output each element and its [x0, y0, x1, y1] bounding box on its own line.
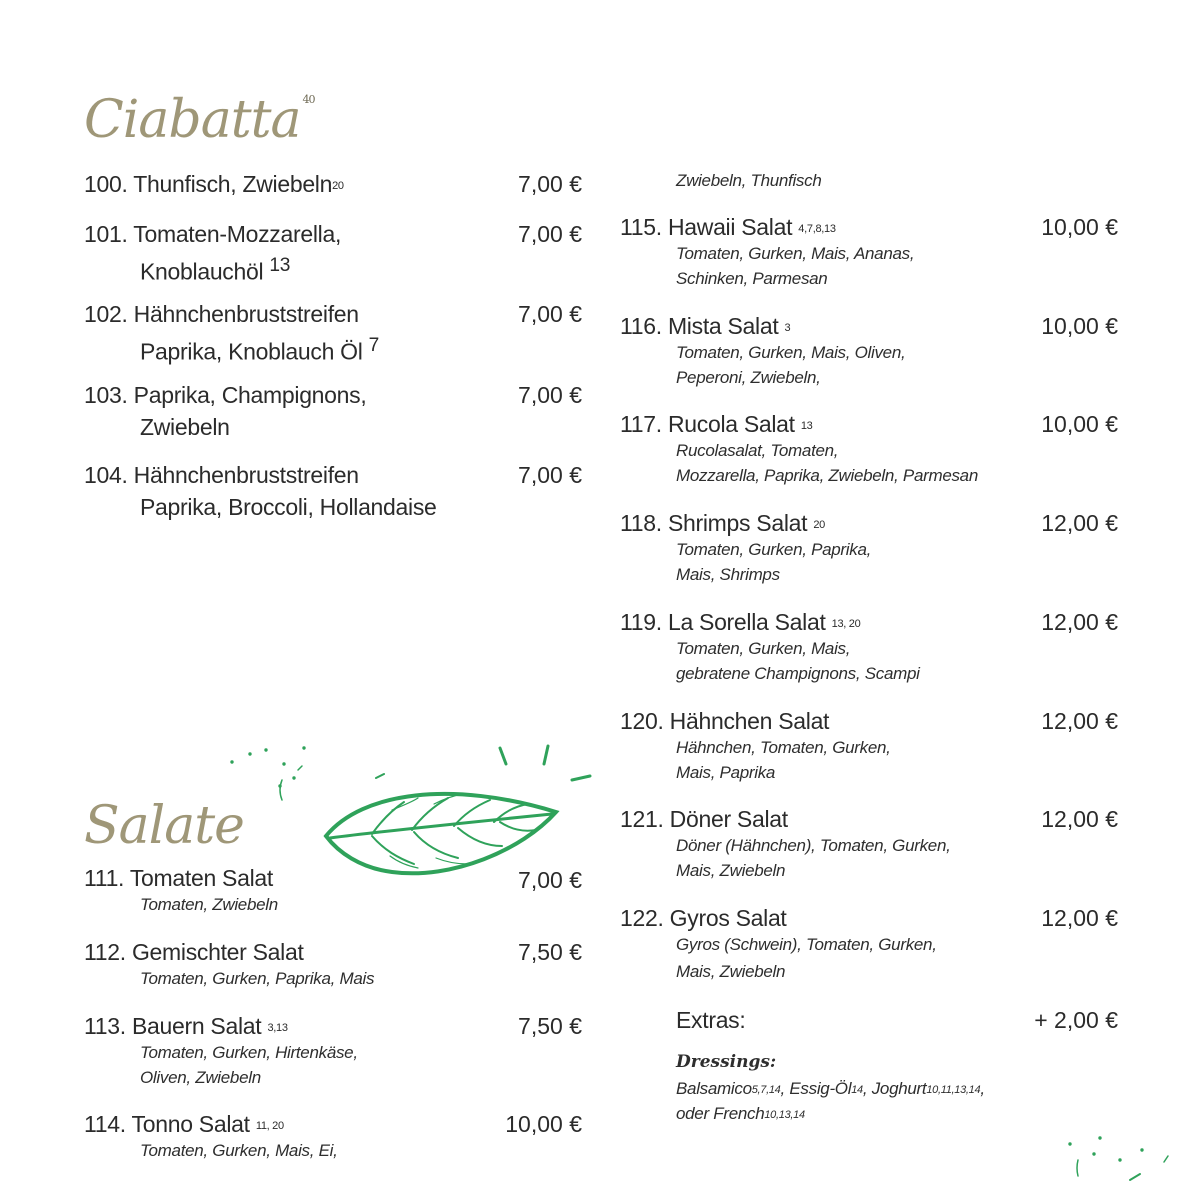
- menu-item-allergen: 13, 20: [831, 618, 861, 630]
- menu-item-number: 113.: [84, 1013, 126, 1039]
- menu-item-title: Döner Salat: [669, 806, 788, 832]
- menu-item-title: Paprika, Champignons,: [133, 382, 367, 408]
- extras-label: Extras:: [676, 1007, 746, 1033]
- menu-item-name: [620, 606, 860, 638]
- menu-item-allergen: 3: [784, 322, 791, 334]
- salate-title: Salate: [84, 796, 244, 856]
- ciabatta-allergen: 40: [302, 93, 315, 106]
- tonno-continuation: Zwiebeln, Thunfisch: [676, 171, 822, 190]
- menu-item-allergen: 11, 20: [255, 1120, 284, 1132]
- menu-item-allergen: 20: [332, 180, 344, 192]
- menu-item-name: [84, 936, 304, 968]
- menu-item-price: 12,00 €: [1041, 510, 1118, 536]
- menu-item-price: 10,00 €: [1041, 313, 1118, 339]
- menu-item-price: 12,00 €: [1041, 905, 1118, 931]
- menu-item-title: Hähnchenbruststreifen: [133, 301, 359, 327]
- menu-item-allergen: 4,7,8,13: [798, 223, 836, 235]
- menu-item-number: 101.: [84, 221, 128, 247]
- menu-item-description: Tomaten, Gurken, Mais,: [676, 639, 851, 658]
- dressings-line-2: [676, 1101, 805, 1126]
- menu-item-title-cont: Paprika, Broccoli, Hollandaise: [140, 494, 437, 520]
- menu-item-name-cont: [140, 491, 437, 523]
- menu-item-title: Shrimps Salat: [667, 510, 808, 536]
- menu-item-description-cont: Peperoni, Zwiebeln,: [676, 368, 821, 387]
- menu-item-name: [84, 1108, 284, 1140]
- menu-item-title: Hähnchen Salat: [669, 708, 830, 734]
- menu-item-number: 122.: [620, 905, 664, 931]
- ciabatta-heading: [84, 90, 315, 150]
- dressing-essig-oel: Essig-Öl: [789, 1079, 852, 1098]
- menu-item-price: 7,00 €: [518, 382, 582, 408]
- menu-item-title: Hawaii Salat: [667, 214, 793, 240]
- menu-item-name: [620, 507, 825, 539]
- extras-price: + 2,00 €: [1034, 1007, 1118, 1033]
- menu-item-number: 121.: [620, 806, 664, 832]
- menu-item-description-cont: Mais, Zwiebeln: [676, 962, 786, 981]
- menu-item-name: [620, 705, 829, 737]
- menu-item-name: [620, 803, 788, 835]
- menu-item-description-cont: Mais, Zwiebeln: [676, 861, 786, 880]
- menu-item-number: 103.: [84, 382, 128, 408]
- menu-item-description-cont: Mais, Paprika: [676, 763, 776, 782]
- dressing-french-allergen: 10,13,14: [764, 1109, 805, 1121]
- menu-item-description-cont: gebratene Champignons, Scampi: [676, 664, 920, 683]
- dressings-title: Dressings:: [676, 1052, 777, 1072]
- menu-item-description: Tomaten, Gurken, Mais, Ei,: [140, 1141, 338, 1160]
- menu-item-description: Tomaten, Gurken, Hirtenkäse,: [140, 1043, 358, 1062]
- menu-item-price: 7,00 €: [518, 171, 582, 197]
- menu-item-price: 7,50 €: [518, 1013, 582, 1039]
- menu-item-title: Bauern Salat: [131, 1013, 262, 1039]
- menu-item-number: 112.: [84, 939, 126, 965]
- menu-item-name-cont: [140, 250, 290, 288]
- menu-item-description: Döner (Hähnchen), Tomaten, Gurken,: [676, 836, 951, 855]
- menu-item-number: 114.: [84, 1111, 126, 1137]
- menu-item-title: Tomaten Salat: [129, 865, 273, 891]
- menu-item-name: [620, 408, 813, 440]
- menu-item-description: Tomaten, Zwiebeln: [140, 895, 278, 914]
- menu-item-description-cont: Schinken, Parmesan: [676, 269, 828, 288]
- dressings-line-1: Balsamico$^{5,7,14}$, Essig-$Öl^{14}$, Joghurt$^{10,11,13,14}$,: [676, 1079, 985, 1098]
- menu-item-name: [84, 459, 359, 491]
- menu-item-number: 118.: [620, 510, 662, 536]
- ciabatta-title: Ciabatta: [84, 90, 301, 150]
- dressing-essig-oel-allergen: 14: [851, 1084, 863, 1096]
- menu-item-title: Tomaten-Mozzarella,: [133, 221, 342, 247]
- dressing-french: oder French: [676, 1104, 765, 1123]
- menu-item-price: 10,00 €: [1041, 411, 1118, 437]
- menu-item-allergen: 13: [800, 420, 813, 432]
- menu-item-title-cont: Knoblauchöl: [140, 258, 264, 285]
- menu-item-price: 12,00 €: [1041, 806, 1118, 832]
- menu-item-name: [620, 902, 787, 934]
- menu-item-price: 12,00 €: [1041, 609, 1118, 635]
- menu-item-allergen: 20: [813, 519, 825, 531]
- menu-item-description: Tomaten, Gurken, Paprika, Mais: [140, 969, 375, 988]
- menu-item-number: 104.: [84, 462, 128, 488]
- menu-item-name: [620, 211, 836, 243]
- menu-item-price: 7,00 €: [518, 301, 582, 327]
- menu-item-description: Hähnchen, Tomaten, Gurken,: [676, 738, 891, 757]
- menu-item-price: 10,00 €: [505, 1111, 582, 1137]
- menu-item-title: La Sorella Salat: [667, 609, 826, 635]
- dressing-balsamico: Balsamico: [676, 1079, 752, 1098]
- menu-item-title: Rucola Salat: [667, 411, 795, 437]
- menu-item-number: 117.: [620, 411, 662, 437]
- menu-item-number: 119.: [620, 609, 662, 635]
- menu-item-description: Tomaten, Gurken, Mais, Oliven,: [676, 343, 906, 362]
- menu-item-title: Thunfisch, Zwiebeln: [133, 171, 333, 197]
- menu-item-name: [84, 218, 341, 250]
- dressing-joghurt: Joghurt: [871, 1079, 927, 1098]
- menu-item-price: 7,00 €: [518, 462, 582, 488]
- menu-item-name: [84, 298, 359, 330]
- menu-item-allergen: 3,13: [267, 1022, 288, 1034]
- menu-item-number: 100.: [84, 171, 128, 197]
- menu-item-description: Gyros (Schwein), Tomaten, Gurken,: [676, 935, 937, 954]
- dressing-balsamico-allergen: 5,7,14: [751, 1084, 781, 1096]
- menu-item-description: Rucolasalat, Tomaten,: [676, 441, 839, 460]
- menu-item-title: Tonno Salat: [131, 1111, 250, 1137]
- menu-item-description-cont: Mozzarella, Paprika, Zwiebeln, Parmesan: [676, 466, 978, 485]
- menu-item-price: 7,00 €: [518, 221, 582, 247]
- decorative-dots-icon: [1060, 1130, 1180, 1190]
- menu-item-number: 102.: [84, 301, 128, 327]
- menu-item-name: [84, 379, 366, 411]
- menu-item-allergen: 7: [368, 335, 380, 356]
- menu-item-name: [620, 310, 790, 342]
- salate-heading: [84, 796, 244, 856]
- menu-item-description: Tomaten, Gurken, Paprika,: [676, 540, 872, 559]
- menu-item-name: [84, 1010, 288, 1042]
- menu-item-description: Tomaten, Gurken, Mais, Ananas,: [676, 244, 915, 263]
- menu-item-number: 120.: [620, 708, 664, 734]
- menu-item-title: Mista Salat: [667, 313, 779, 339]
- dressing-joghurt-allergen: 10,11,13,14: [926, 1084, 981, 1096]
- menu-item-name-cont: [140, 330, 379, 368]
- menu-item-price: 10,00 €: [1041, 214, 1118, 240]
- menu-item-title: Hähnchenbruststreifen: [133, 462, 359, 488]
- menu-item-number: 115.: [620, 214, 662, 240]
- menu-item-title-cont: Paprika, Knoblauch Öl: [140, 338, 363, 365]
- menu-item-price: 12,00 €: [1041, 708, 1118, 734]
- menu-item-title: Gemischter Salat: [131, 939, 304, 965]
- menu-item-name-cont: [140, 411, 230, 443]
- menu-item-description-cont: Mais, Shrimps: [676, 565, 780, 584]
- menu-item-title-cont: Zwiebeln: [140, 414, 230, 440]
- menu-item-price: 7,00 €: [518, 867, 582, 893]
- menu-item-number: 111.: [84, 865, 125, 891]
- menu-item-name: [84, 168, 344, 200]
- menu-item-number: 116.: [620, 313, 662, 339]
- menu-item-name: [84, 862, 273, 894]
- menu-item-allergen: 13: [269, 255, 291, 276]
- menu-item-description-cont: Oliven, Zwiebeln: [140, 1068, 261, 1087]
- menu-item-price: 7,50 €: [518, 939, 582, 965]
- menu-item-title: Gyros Salat: [669, 905, 787, 931]
